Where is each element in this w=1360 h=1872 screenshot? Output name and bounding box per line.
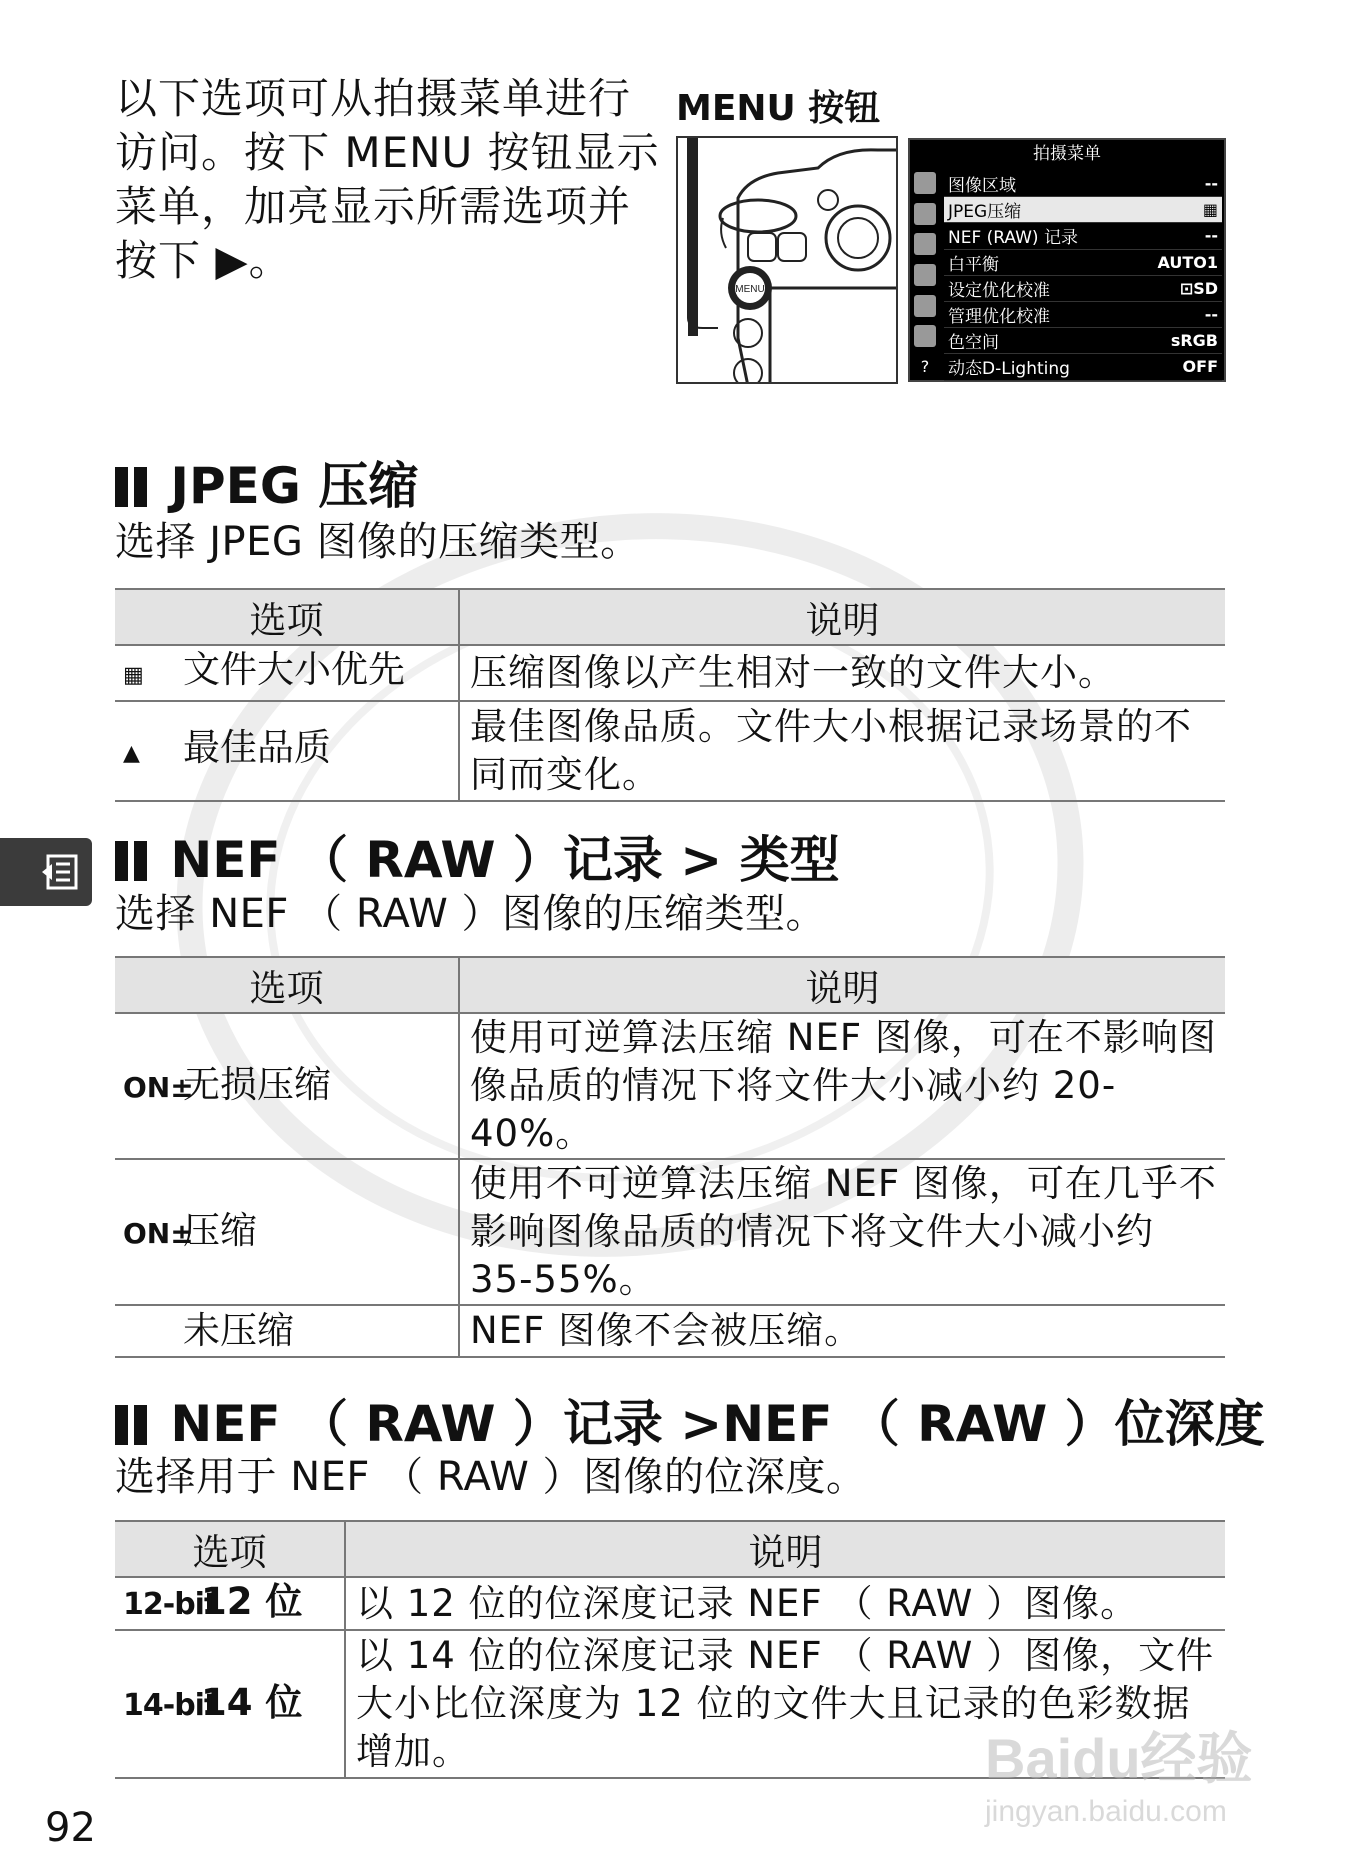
section-subtitle-nef-bit-depth: 选择用于 NEF （ RAW ）图像的位深度。 (115, 1454, 867, 1500)
12-bit-icon: 12-bit (123, 1587, 218, 1622)
intro-text: 以下选项可从拍摄菜单进行访问。按下 MENU 按钮显示菜单，加亮显示所需选项并按下 ▶。 (115, 74, 660, 285)
menu-button-label: MENU 按钮 (676, 88, 881, 129)
svg-text:MENU: MENU (735, 284, 765, 295)
menu-title: 拍摄菜单 (1033, 144, 1101, 164)
menu-item-white-balance: 白平衡 AUTO1 (944, 250, 1222, 276)
jpeg-table (115, 588, 1225, 802)
pencil-menu-icon (914, 233, 936, 255)
retouch-menu-icon (914, 295, 936, 317)
menu-item-manage-picture-control: 管理优化校准 -- (944, 302, 1222, 328)
menu-list (944, 171, 1222, 381)
size-priority-icon: ▦ (123, 663, 144, 688)
table-header-description: 说明 (459, 589, 1225, 645)
table-header-description: 说明 (345, 1521, 1225, 1577)
playback-menu-icon (914, 172, 936, 194)
table-header-option: 选项 (115, 957, 459, 1013)
nef-type-table (115, 956, 1225, 1358)
recent-menu-icon (914, 325, 936, 347)
section-subtitle-nef-type: 选择 NEF （ RAW ）图像的压缩类型。 (115, 891, 826, 937)
section-subtitle-jpeg: 选择 JPEG 图像的压缩类型。 (115, 519, 641, 565)
table-row: 12-bit12 位 以 12 位的位深度记录 NEF （ RAW ）图像。 (115, 1577, 1225, 1630)
table-header-description: 说明 (459, 957, 1225, 1013)
lossless-compressed-icon: ON± (123, 1070, 194, 1104)
menu-tabs (910, 168, 940, 382)
camera-illustration (676, 136, 898, 384)
menu-item-color-space: 色空间 sRGB (944, 328, 1222, 354)
compressed-icon: ON± (123, 1216, 194, 1250)
page-number: 92 (45, 1805, 96, 1851)
bit-depth-table (115, 1520, 1225, 1779)
menu-item-d-lighting: 动态D-Lighting OFF (944, 354, 1222, 380)
table-header-option: 选项 (115, 1521, 345, 1577)
menu-guide-icon (42, 852, 82, 892)
section-title-jpeg: JPEG 压缩 (115, 446, 418, 518)
menu-item-image-area: 图像区域 -- (944, 171, 1222, 197)
table-row: 14-bit14 位 以 14 位的位深度记录 NEF （ RAW ）图像，文件大小比位深度为 12 位的文件大且记录的色彩数据增加。 (115, 1630, 1225, 1778)
shooting-menu-screen (908, 138, 1226, 382)
table-row: ▲ 最佳品质 最佳图像品质。文件大小根据记录场景的不同而变化。 (115, 701, 1225, 801)
help-icon: ? (920, 356, 930, 376)
menu-item-nef-raw: NEF (RAW) 记录 -- (944, 223, 1222, 249)
14-bit-icon: 14-bit (123, 1687, 218, 1723)
baidu-watermark-text: Baidu经验 (985, 1727, 1253, 1790)
camera-menu-icon (914, 203, 936, 225)
optimal-quality-icon: ▲ (123, 741, 140, 766)
section-title-nef-type: NEF （ RAW ）记录 > 类型 (115, 820, 840, 892)
menu-guide-tab (0, 838, 92, 906)
wrench-menu-icon (914, 264, 936, 286)
menu-item-jpeg-compression: JPEG压缩 ▦ (944, 197, 1222, 223)
table-row: ON±无损压缩 使用可逆算法压缩 NEF 图像，可在不影响图像品质的情况下将文件大小减小约 20-40%。 (115, 1013, 1225, 1159)
table-row: 未压缩 NEF 图像不会被压缩。 (115, 1305, 1225, 1357)
camera-body-icon (678, 138, 898, 384)
section-title-nef-bit-depth: NEF （ RAW ）记录 >NEF （ RAW ）位深度 (115, 1384, 1265, 1456)
baidu-watermark-url: jingyan.baidu.com (985, 1795, 1227, 1828)
menu-item-picture-control: 设定优化校准 ⊡SD (944, 276, 1222, 302)
table-header-option: 选项 (115, 589, 459, 645)
table-row: ON±压缩 使用不可逆算法压缩 NEF 图像，可在几乎不影响图像品质的情况下将文件大小减小约 35-55%。 (115, 1159, 1225, 1305)
table-row: ▦ 文件大小优先 压缩图像以产生相对一致的文件大小。 (115, 645, 1225, 701)
